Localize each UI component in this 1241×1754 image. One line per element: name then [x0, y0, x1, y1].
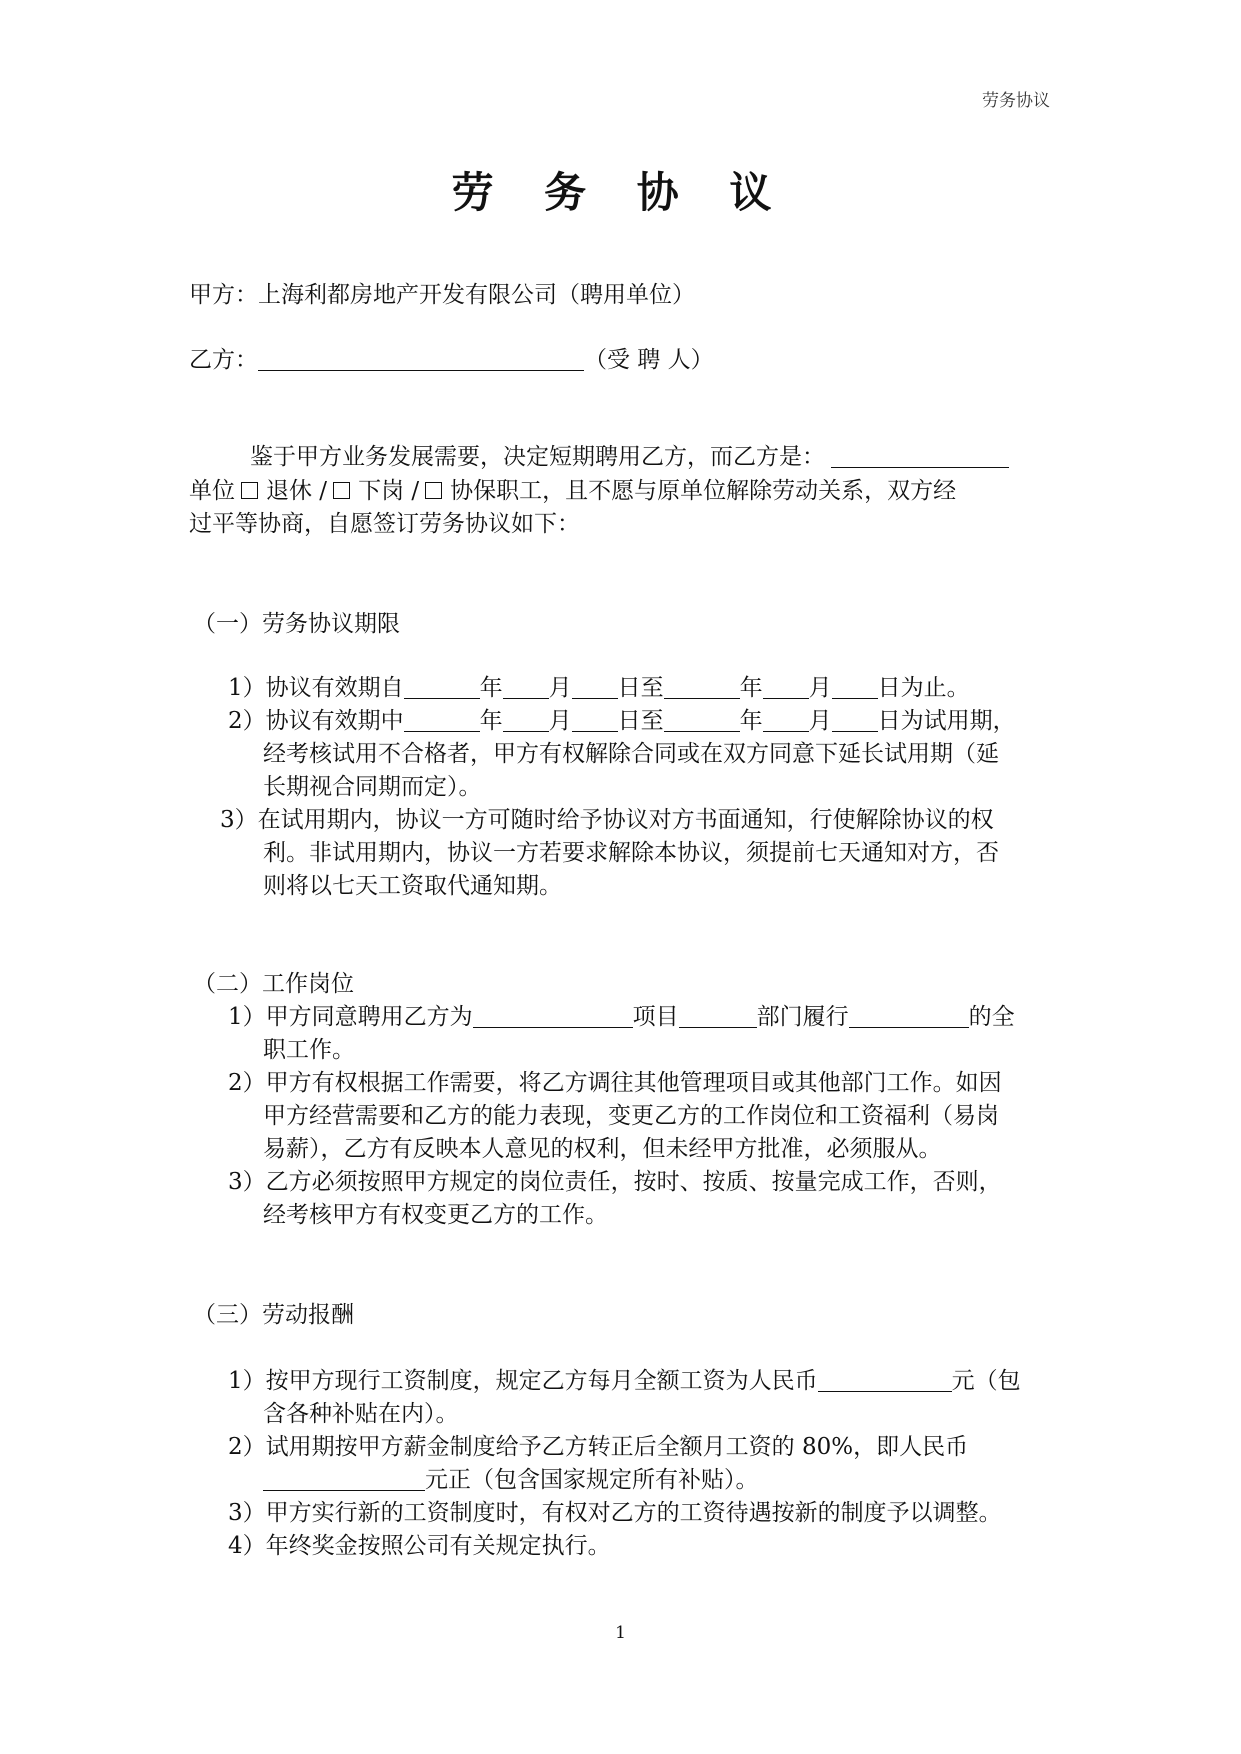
section-3-heading: （三）劳动报酬	[193, 1302, 354, 1328]
trial-salary-blank[interactable]	[263, 1466, 425, 1491]
item-number: 3）	[228, 1169, 266, 1195]
s1-item2-line1	[228, 706, 1016, 736]
end-day-blank[interactable]	[832, 674, 878, 699]
item-text: 按甲方现行工资制度，规定乙方每月全额工资为人民币	[265, 1368, 818, 1394]
party-b-blank[interactable]	[258, 346, 584, 371]
s2-item2-line3: 易薪），乙方有反映本人意见的权利，但未经甲方批准，必须服从。	[263, 1136, 942, 1162]
item-text: 元正（包含国家规定所有补贴）。	[425, 1467, 759, 1493]
month-label: 月	[548, 675, 572, 701]
s2-item2-line2: 甲方经营需要和乙方的能力表现，变更乙方的工作岗位和工资福利（易岗	[263, 1103, 999, 1129]
start-month-blank[interactable]	[503, 674, 549, 699]
salary-blank[interactable]	[818, 1367, 952, 1392]
end-month-blank[interactable]	[763, 674, 809, 699]
item-number: 1）	[228, 1368, 266, 1394]
item-number: 4）	[228, 1533, 266, 1559]
item-text: 的全	[968, 1004, 1015, 1030]
document-title: 劳 务 协 议	[451, 168, 790, 217]
intro-text: 鉴于甲方业务发展需要，决定短期聘用乙方，而乙方是：	[250, 444, 825, 470]
party-b-label: 乙方：	[189, 347, 258, 373]
s3-item3-line1	[228, 1498, 1002, 1528]
position-blank[interactable]	[849, 1003, 969, 1028]
intro-line-2: 单位 退休 / 下岗 / 协保职工，且不愿与原单位解除劳动关系，双方经	[189, 478, 957, 504]
retire-checkbox[interactable]	[333, 482, 350, 499]
start-year-blank[interactable]	[404, 674, 480, 699]
unit-label: 单位	[189, 478, 235, 504]
year-label: 年	[739, 708, 763, 734]
item-number: 1）	[228, 675, 266, 701]
item-text: 协议有效期自	[265, 675, 404, 701]
status-blank[interactable]	[831, 443, 1009, 468]
day-label: 日至	[617, 708, 664, 734]
start-day-blank[interactable]	[572, 674, 618, 699]
end-year-blank[interactable]	[664, 674, 740, 699]
department-blank[interactable]	[679, 1003, 757, 1028]
s2-item2-line1	[228, 1068, 1002, 1098]
section-2-heading: （二）工作岗位	[193, 971, 354, 997]
s3-item2-line2	[263, 1465, 759, 1495]
s1-item3-line1	[220, 805, 994, 835]
item-text: 试用期按甲方薪金制度给予乙方转正后全额月工资的 80%，即人民币	[265, 1434, 969, 1460]
s1-item1-line1	[228, 673, 970, 703]
running-header: 劳务协议	[982, 91, 1050, 111]
trial-end-year-blank[interactable]	[664, 707, 740, 732]
item-text: 甲方实行新的工资制度时，有权对乙方的工资待遇按新的制度予以调整。	[265, 1500, 1002, 1526]
intro-line-1	[250, 442, 1009, 472]
year-label: 年	[479, 708, 503, 734]
year-label: 年	[739, 675, 763, 701]
s1-item3-line2: 利。非试用期内，协议一方若要求解除本协议，须提前七天通知对方，否	[263, 840, 999, 866]
item-number: 1）	[228, 1004, 266, 1030]
party-a-line: 甲方：上海利都房地产开发有限公司（聘用单位）	[189, 282, 695, 308]
item-text: 元（包	[951, 1368, 1021, 1394]
day-label: 日至	[617, 675, 664, 701]
item-number: 2）	[228, 1070, 266, 1096]
item-text: 在试用期内，协议一方可随时给予协议对方书面通知，行使解除协议的权	[257, 807, 994, 833]
s2-item3-line1	[228, 1167, 1002, 1197]
month-label: 月	[548, 708, 572, 734]
section-1-heading: （一）劳务协议期限	[193, 611, 400, 637]
trial-start-month-blank[interactable]	[503, 707, 549, 732]
month-label: 月	[808, 708, 832, 734]
page-number: 1	[615, 1623, 626, 1643]
laidoff-label: 下岗	[358, 478, 405, 504]
item-text: 乙方必须按照甲方规定的岗位责任，按时、按质、按量完成工作，否则，	[265, 1169, 1002, 1195]
s2-item3-line2: 经考核甲方有权变更乙方的工作。	[263, 1202, 608, 1228]
insured-label: 协保职工，且不愿与原单位解除劳动关系，双方经	[450, 478, 957, 504]
retire-label: 退休	[266, 478, 312, 504]
item-text: 年终奖金按照公司有关规定执行。	[265, 1533, 611, 1559]
s1-item2-line3: 长期视合同期而定）。	[263, 774, 482, 800]
trial-end-day-blank[interactable]	[832, 707, 878, 732]
item-text: 部门履行	[756, 1004, 849, 1030]
s2-item1-line1	[228, 1002, 1015, 1032]
laidoff-checkbox[interactable]	[425, 482, 442, 499]
trial-start-day-blank[interactable]	[572, 707, 618, 732]
s1-item3-line3: 则将以七天工资取代通知期。	[263, 873, 562, 899]
item-number: 2）	[228, 1434, 266, 1460]
s3-item2-line1	[228, 1432, 968, 1462]
s3-item4-line1	[228, 1531, 611, 1561]
item-text: 日为止。	[877, 675, 970, 701]
year-label: 年	[479, 675, 503, 701]
project-blank[interactable]	[473, 1003, 633, 1028]
item-text: 甲方同意聘用乙方为	[265, 1004, 473, 1030]
item-number: 2）	[228, 708, 266, 734]
item-text: 协议有效期中	[265, 708, 404, 734]
party-b-suffix: （受 聘 人）	[584, 347, 714, 373]
s3-item1-line2: 含各种补贴在内）。	[263, 1401, 459, 1427]
item-text: 日为试用期，	[877, 708, 1016, 734]
item-number: 3）	[220, 807, 258, 833]
s2-item1-line2: 职工作。	[263, 1037, 355, 1063]
month-label: 月	[808, 675, 832, 701]
unit-checkbox[interactable]	[241, 482, 258, 499]
s1-item2-line2: 经考核试用不合格者，甲方有权解除合同或在双方同意下延长试用期（延	[263, 741, 999, 767]
item-number: 3）	[228, 1500, 266, 1526]
trial-start-year-blank[interactable]	[404, 707, 480, 732]
party-b-line	[189, 345, 714, 375]
trial-end-month-blank[interactable]	[763, 707, 809, 732]
intro-line-3: 过平等协商，自愿签订劳务协议如下：	[189, 511, 580, 537]
s3-item1-line1	[228, 1366, 1021, 1396]
item-text: 甲方有权根据工作需要，将乙方调往其他管理项目或其他部门工作。如因	[265, 1070, 1002, 1096]
item-text: 项目	[632, 1004, 679, 1030]
